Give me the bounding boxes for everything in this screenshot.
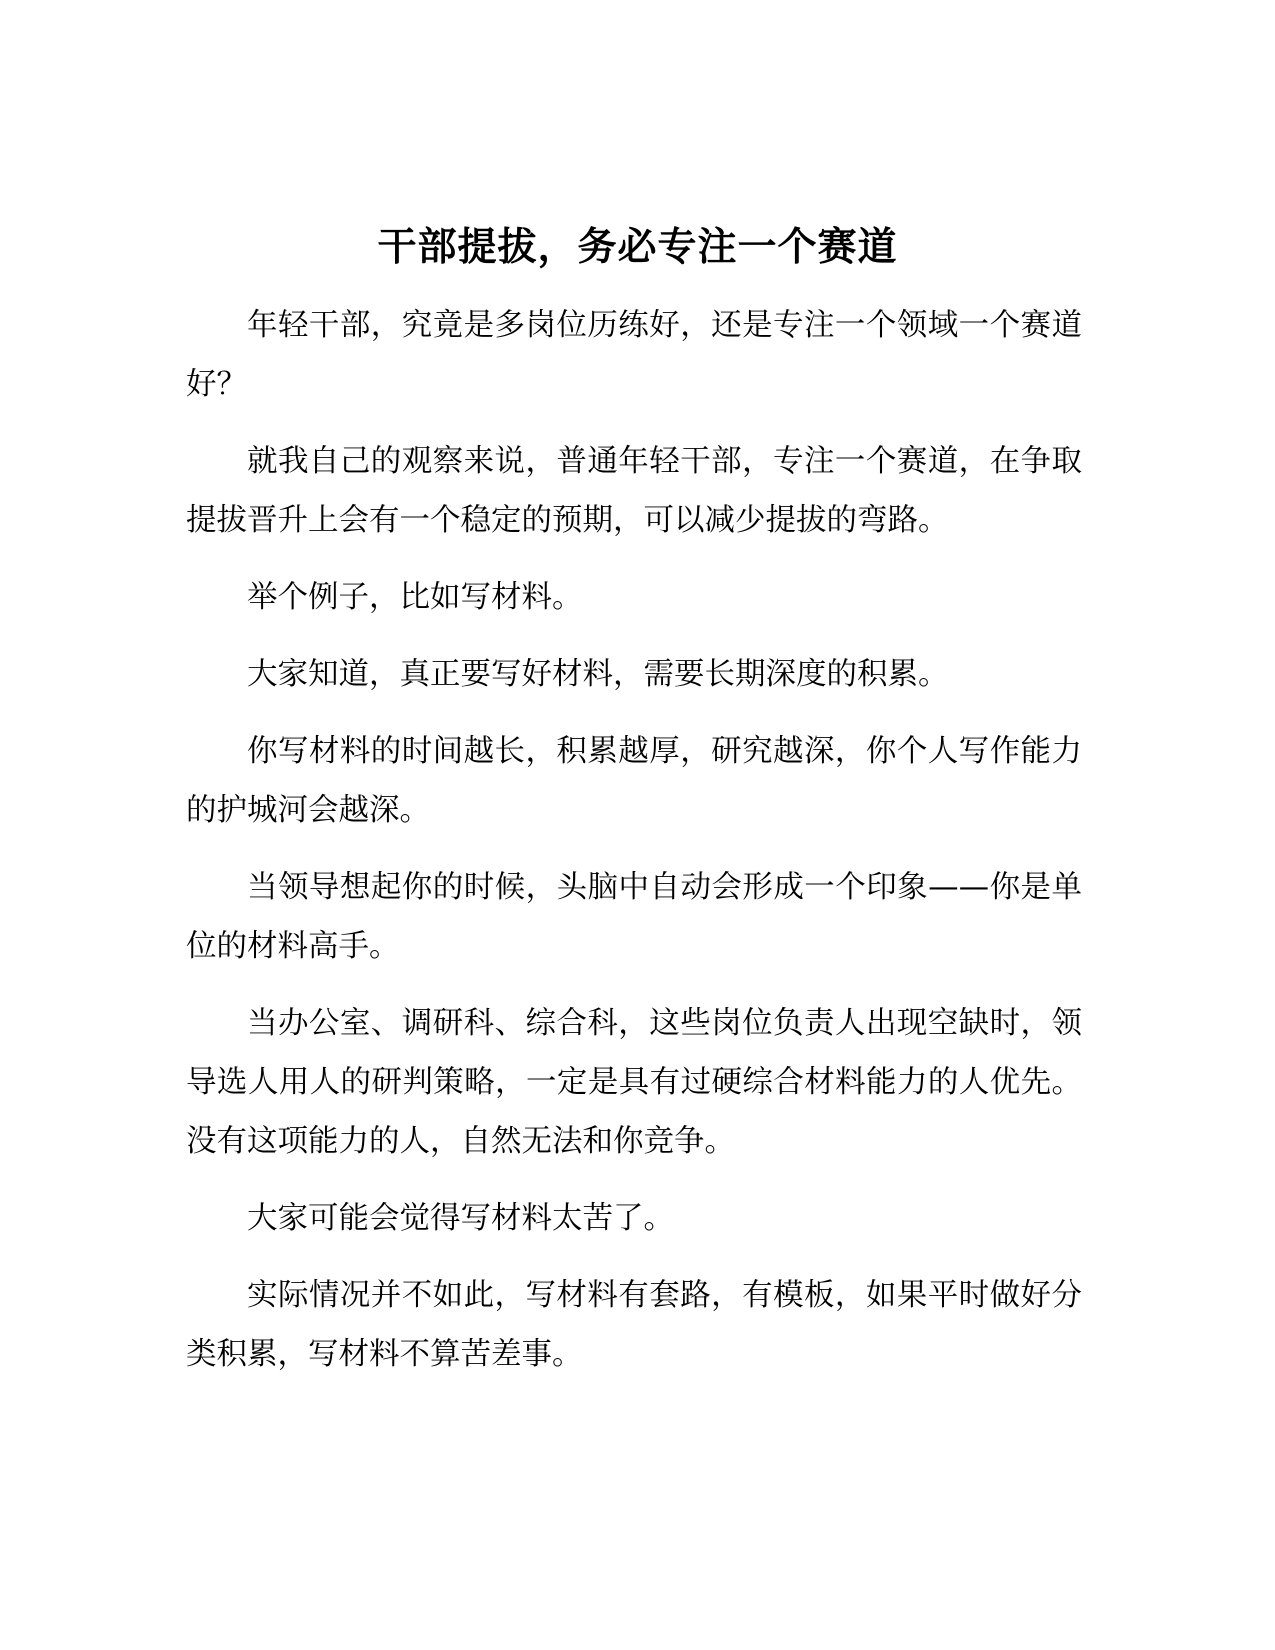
- paragraph: 大家可能会觉得写材料太苦了。: [247, 1201, 674, 1236]
- document-title: 干部提拔，务必专注一个赛道: [377, 225, 898, 270]
- paragraph: 当办公室、调研科、综合科，这些岗位负责人出现空缺时，领导选人用人的研判策略，一定是具有过硬综合材料能力的人优先。没有这项能力的人，自然无法和你竞争。: [186, 1006, 1082, 1159]
- paragraph: 举个例子，比如写材料。: [247, 580, 583, 615]
- paragraph: 年轻干部，究竟是多岗位历练好，还是专注一个领域一个赛道好？: [186, 308, 1082, 402]
- paragraph: 就我自己的观察来说，普通年轻干部，专注一个赛道，在争取提拔晋升上会有一个稳定的预期，可以减少提拔的弯路。: [186, 444, 1082, 538]
- paragraph: 实际情况并不如此，写材料有套路，有模板，如果平时做好分类积累，写材料不算苦差事。: [186, 1278, 1082, 1372]
- paragraph: 当领导想起你的时候，头脑中自动会形成一个印象——你是单位的材料高手。: [186, 870, 1082, 964]
- document-body: [186, 296, 1082, 1402]
- paragraph: 你写材料的时间越长，积累越厚，研究越深，你个人写作能力的护城河会越深。: [186, 734, 1082, 828]
- paragraph: 大家知道，真正要写好材料，需要长期深度的积累。: [247, 657, 949, 692]
